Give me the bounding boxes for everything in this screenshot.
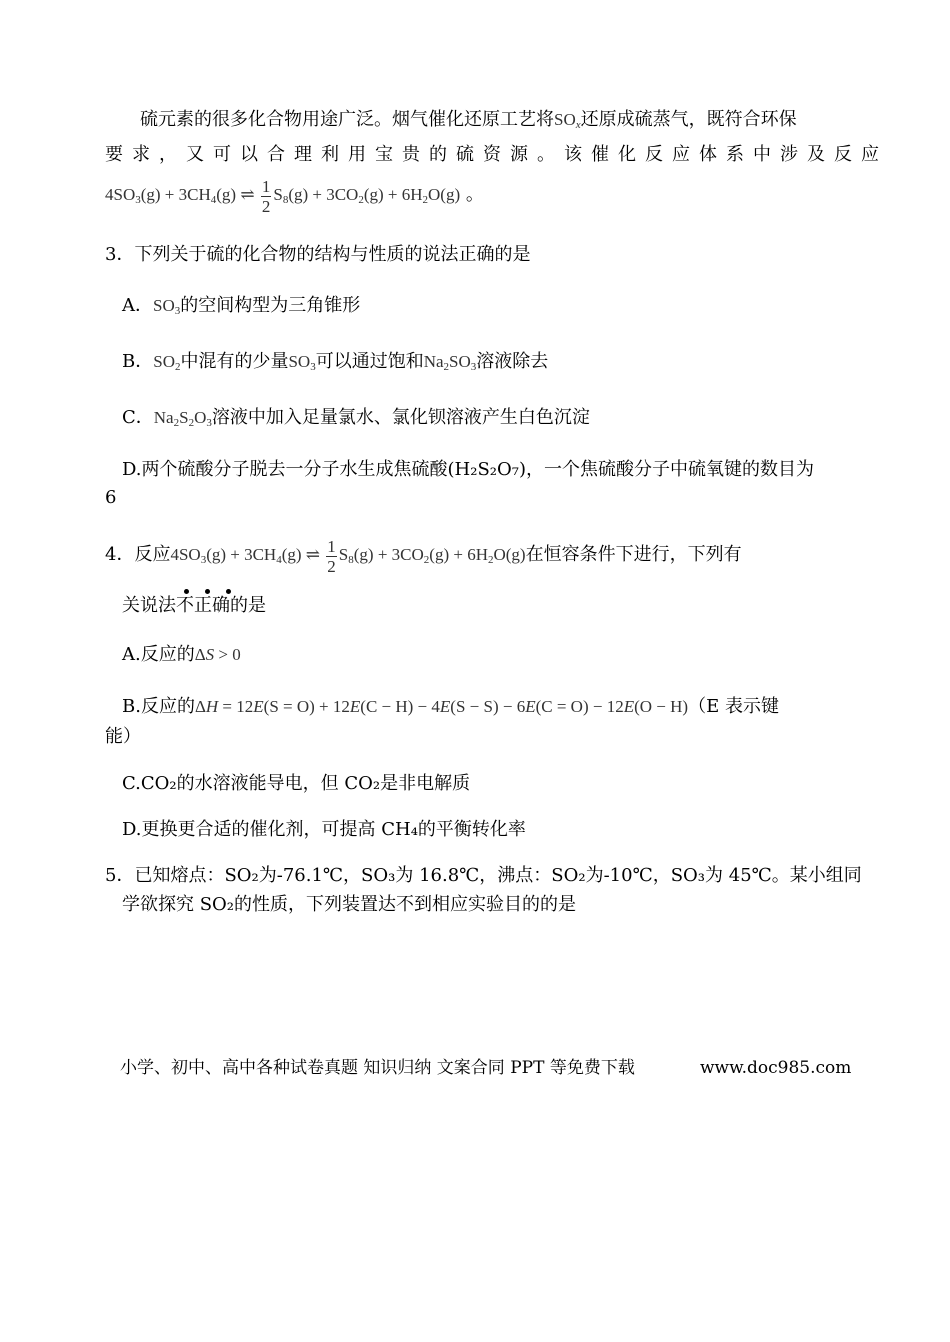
- stem-text: 4．反应: [105, 544, 171, 565]
- footer-url[interactable]: www.doc985.com: [700, 1058, 852, 1078]
- stem-text: 在恒容条件下进行，下列有: [525, 544, 742, 565]
- q3-option-c: [122, 405, 590, 436]
- intro-text: 要求，又可以合理利用宝贵的硫资源。该催化反应体系中涉及反应: [105, 144, 888, 165]
- q4-option-b-cont: 能）: [105, 726, 141, 747]
- intro-text: 还原成硫蒸气，既符合环保: [580, 109, 797, 130]
- reaction-equation: $4SO_3(g) + 3CH_4(g)$ ⇌ $\frac{1}{2}$ $S_8(g) + 3CO_2(g) + 6H_2O(g)$: [170, 536, 526, 576]
- option-text: 可以通过饱和: [315, 351, 424, 372]
- q4-option-c: C.CO₂的水溶液能导电，但 CO₂是非电解质: [122, 773, 471, 794]
- q3-option-d-cont: 6: [105, 487, 117, 508]
- q3-stem: 3．下列关于硫的化合物的结构与性质的说法正确的是: [105, 244, 531, 265]
- option-label: C．: [122, 407, 154, 428]
- q3-option-a: [122, 293, 360, 324]
- option-text: 溶液除去: [476, 351, 549, 372]
- reaction-equation: $4SO_3(g) + 3CH_4(g)$ ⇌ $\frac{1}{2}$ $S_8(g) + 3CO_2(g) + 6H_2O(g)$: [105, 176, 461, 216]
- option-text: B.反应的: [122, 696, 195, 717]
- option-label: A．: [122, 295, 153, 316]
- q4-stem-cont: 关说法不正确的是: [122, 595, 266, 616]
- period: 。: [465, 184, 484, 205]
- intro-line-2: [105, 142, 888, 168]
- formula-delta-h: ΔH = 12E(S = O) + 12E(C − H) − 4E(S − S) − 6E(C = O) − 12E(O − H): [194, 697, 689, 716]
- option-text: A.反应的: [122, 644, 195, 665]
- q5-stem: 5．已知熔点：SO₂为-76.1℃，SO₃为 16.8℃，沸点：SO₂为-10℃，SO₃为 45℃。某小组同: [105, 865, 862, 886]
- option-text: 中混有的少量: [180, 351, 289, 372]
- option-label: B．: [122, 351, 154, 372]
- option-text: （E 表示键: [688, 696, 779, 717]
- formula-so3: $SO_3$: [288, 352, 316, 373]
- formula-na2s2o3: $Na_2S_2O_3$: [153, 408, 212, 429]
- q4-option-a: [122, 642, 241, 668]
- formula-so3: $SO_3$: [153, 296, 181, 317]
- q5-stem-cont: 学欲探究 SO₂的性质，下列装置达不到相应实验目的的是: [122, 894, 577, 915]
- q3-option-b: [122, 349, 548, 380]
- formula-sox: $SO_x$: [554, 110, 581, 131]
- q3-option-d: D.两个硫酸分子脱去一分子水生成焦硫酸(H₂S₂O₇)，一个焦硫酸分子中硫氧键的数目为: [122, 459, 814, 480]
- footer-text: 小学、初中、高中各种试卷真题 知识归纳 文案合同 PPT 等免费下载: [120, 1058, 635, 1078]
- intro-line-1: [140, 107, 797, 138]
- formula-delta-s: ΔS > 0: [194, 645, 241, 664]
- intro-text: 硫元素的很多化合物用途广泛。烟气催化还原工艺将: [140, 109, 554, 130]
- formula-so2: $SO_2$: [153, 352, 181, 373]
- intro-line-3: [105, 176, 484, 219]
- formula-na2so3: $Na_2SO_3$: [423, 352, 477, 373]
- option-text: 溶液中加入足量氯水、氯化钡溶液产生白色沉淀: [211, 407, 590, 428]
- q4-option-b: [122, 694, 779, 720]
- option-text: 的空间构型为三角锥形: [180, 295, 361, 316]
- q4-option-d: D.更换更合适的催化剂，可提高 CH₄的平衡转化率: [122, 819, 526, 840]
- q4-stem: [105, 536, 742, 579]
